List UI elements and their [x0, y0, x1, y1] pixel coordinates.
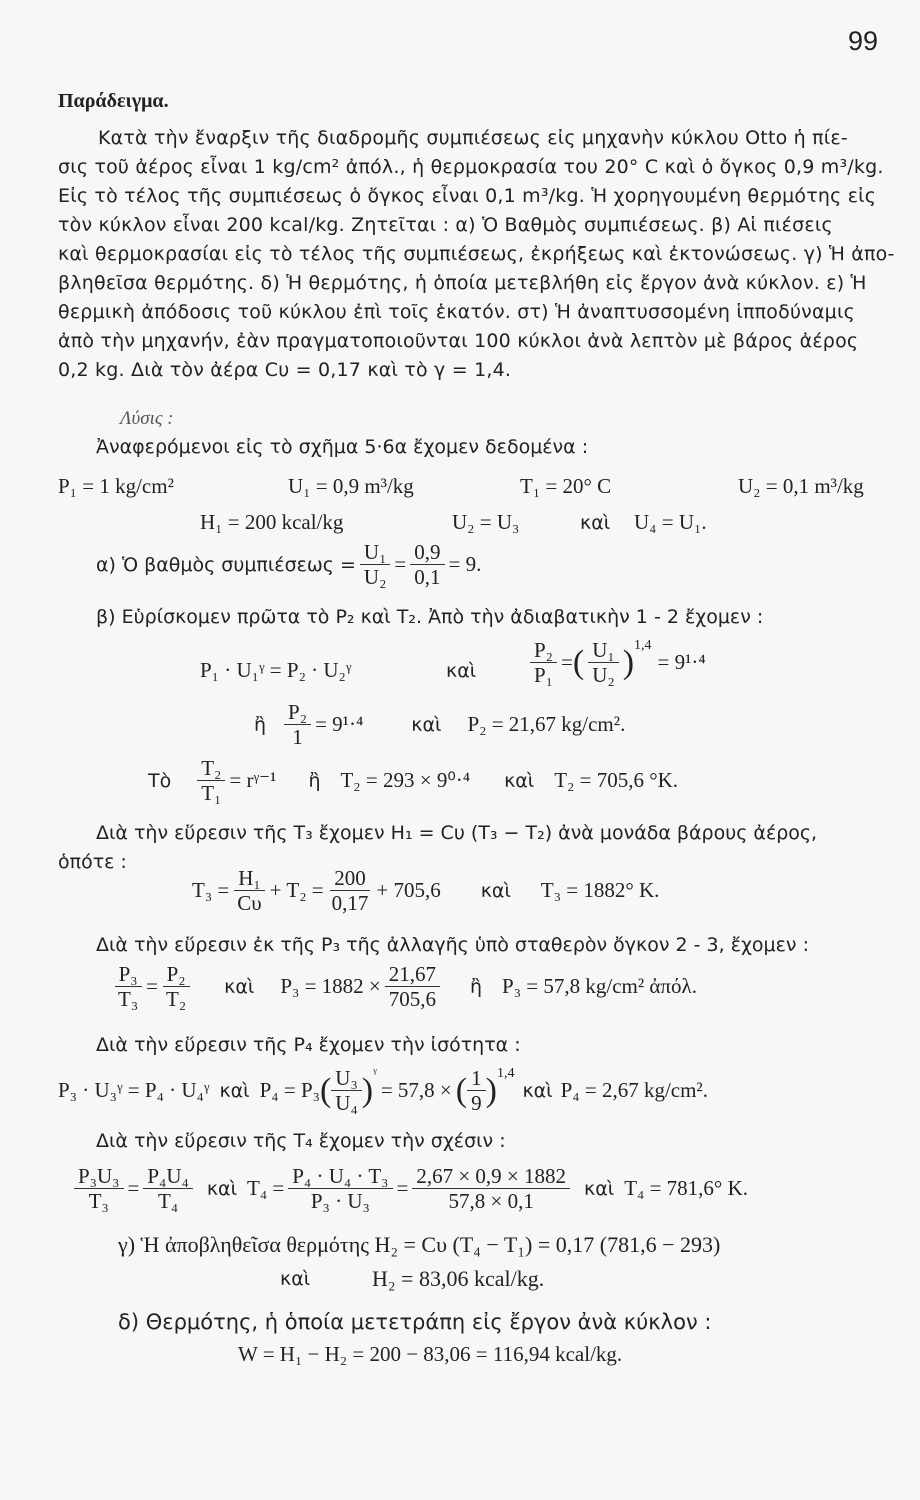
problem-line: Εἰς τὸ τέλος τῆς συμπιέσεως ὁ ὄγκος εἶναι 0,1 m³/kg. Ἡ χορηγουμένη θερμότης εἰς — [58, 185, 877, 207]
t3-value: T₃ = 1882° K. — [540, 878, 660, 902]
given-h1: H₁ = 200 kcal/kg — [200, 510, 344, 534]
to-text: Τὸ — [148, 769, 172, 792]
fraction-numerator: P₂ — [284, 700, 311, 725]
t3-lhs: T₃ = — [192, 878, 230, 902]
t3-equation — [192, 866, 659, 915]
exponent: ᵞ — [373, 1066, 377, 1081]
eta-text: ἢ — [308, 769, 321, 792]
t2-ratio-result: = rᵞ⁻¹ — [229, 768, 277, 792]
t4-intro-line: Διὰ τὴν εὕρεσιν τῆς T₄ ἔχομεν τὴν σχέσιν : — [96, 1130, 506, 1152]
fraction-numerator: U₁ — [588, 638, 619, 663]
fraction-denominator: U₂ — [592, 663, 615, 687]
page-number: 99 — [848, 26, 879, 56]
fraction-denominator: Cυ — [237, 891, 262, 915]
p4-value: P₄ = 2,67 kg/cm². — [560, 1078, 708, 1102]
fraction-denominator: P₁ — [534, 663, 554, 687]
fraction-denominator: T₁ — [201, 781, 222, 805]
fraction-denominator: 9 — [471, 1091, 482, 1115]
fraction-denominator: U₂ — [363, 565, 387, 589]
problem-line: σις τοῦ ἀέρος εἶναι 1 kg/cm² ἀπόλ., ἡ θερμοκρασία του 20° C καὶ ὁ ὄγκος 0,9 m³/kg. — [58, 156, 884, 178]
t4-value: T₄ = 781,6° K. — [624, 1176, 748, 1200]
p3-intro-line: Διὰ τὴν εὕρεσιν ἐκ τῆς P₃ τῆς ἀλλαγῆς ὑπὸ σταθερὸν ὄγκον 2 - 3, ἔχομεν : — [96, 934, 809, 956]
fraction-numerator: P₂ — [530, 638, 557, 663]
problem-line: θερμικὴ ἀπόδοσις τοῦ κύκλου ἐπὶ τοῖς ἑκατόν. στ) Ἡ ἀναπτυσσομένη ἱπποδύναμις — [58, 301, 855, 323]
t2-value: T₂ = 705,6 °K. — [554, 768, 679, 792]
problem-line: Κατὰ τὴν ἔναρξιν τῆς διαδρομῆς συμπιέσεως εἰς μηχανὴν κύκλου Otto ἡ πίε- — [98, 127, 848, 149]
fraction-numerator: T₂ — [197, 756, 225, 781]
kai-text: καὶ — [480, 879, 511, 902]
kai-text: καὶ — [446, 660, 477, 682]
problem-line: ἀπὸ τὴν μηχανήν, ἐὰν πραγματοποιοῦνται 100 κύκλοι ἀνὰ λεπτὸν μὲ βάρος ἀέρος — [58, 330, 859, 352]
kai-text: καὶ — [224, 975, 255, 998]
given-t1: T₁ = 20° C — [520, 474, 612, 498]
fraction-denominator: P₃ · U₃ — [310, 1189, 370, 1213]
fraction-numerator: 200 — [330, 866, 370, 891]
work-equation: W = H₁ − H₂ = 200 − 83,06 = 116,94 kcal/kg. — [238, 1342, 623, 1366]
section-heading: Παράδειγμα. — [58, 90, 169, 112]
p4-mid: P₄ = P₃ — [259, 1078, 320, 1102]
p4-intro-line: Διὰ τὴν εὕρεσιν τῆς P₄ ἔχομεν τὴν ἰσότητα : — [96, 1034, 521, 1056]
t3-mid: + T₂ = — [269, 878, 324, 902]
fraction-denominator: T₂ — [166, 987, 187, 1011]
compression-ratio-label: α) Ὁ βαθμὸς συμπιέσεως = — [96, 553, 356, 576]
solution-label: Λύσις : — [120, 408, 174, 429]
t2-equation — [148, 756, 678, 805]
fraction-denominator: 57,8 × 0,1 — [448, 1189, 534, 1213]
t3-add: + 705,6 — [376, 878, 441, 902]
exponent: 1,4 — [496, 1066, 515, 1081]
fraction-denominator: 0,17 — [331, 891, 369, 915]
fraction-numerator: U₁ — [360, 540, 391, 565]
fraction-denominator: T₄ — [158, 1189, 179, 1213]
p2-equation — [254, 700, 625, 749]
fraction-denominator: U₄ — [335, 1091, 358, 1115]
work-heat-line: δ) Θερμότης, ἡ ὁποία μετετράπη εἰς ἔργον ἀνὰ κύκλον : — [118, 1310, 712, 1334]
kai-text: καὶ — [504, 769, 535, 792]
kai-text: καὶ — [206, 1177, 237, 1200]
fraction-denominator: 0,1 — [414, 565, 441, 589]
adiabatic-equation: P₁ · U₁ᵞ = P₂ · U₂ᵞ — [200, 658, 352, 682]
t3-intro-line2: ὁπότε : — [58, 851, 127, 873]
eta-text: ἢ — [470, 975, 483, 998]
problem-line: βληθεῖσα θερμότης. δ) Ἡ θερμότης, ἡ ὁποία μετεβλήθη εἰς ἔργον ἀνὰ κύκλον. ε) Ἡ — [58, 272, 867, 294]
given-u2: U₂ = 0,1 m³/kg — [738, 474, 864, 498]
problem-line: 0,2 kg. Διὰ τὸν ἀέρα Cυ = 0,17 καὶ τὸ γ = 1,4. — [58, 359, 512, 381]
fraction-numerator: 1 — [467, 1066, 486, 1091]
p3-value: P₃ = 57,8 kg/cm² ἀπόλ. — [502, 974, 697, 998]
fraction-numerator: 21,67 — [385, 962, 440, 987]
kai-text: καὶ — [280, 1268, 311, 1290]
kai-text: καὶ — [219, 1079, 250, 1102]
pressure-ratio-eq: $\frac{\text{P₂}}{\text{P₁}}$ = ( $\frac{\text{U₁}}{\text{U₂}}$ ) $^{1,4}$ = 9¹·⁴ — [526, 638, 706, 687]
given-u4-u1: U₄ = U₁. — [634, 510, 707, 534]
fraction-denominator: T₃ — [88, 1189, 109, 1213]
p2-ratio-result: = 9¹·⁴ — [315, 712, 364, 736]
p2-value: P₂ = 21,67 kg/cm². — [467, 712, 626, 736]
fraction-numerator: U₃ — [331, 1066, 362, 1091]
t2-calc: T₂ = 293 × 9⁰·⁴ — [340, 768, 471, 792]
problem-statement — [58, 124, 895, 385]
fraction-numerator: P₄U₄ — [143, 1164, 193, 1189]
eta-text: ἢ — [254, 713, 267, 736]
fraction-numerator: P₃ — [115, 962, 142, 987]
compression-ratio-result: = 9. — [448, 552, 482, 576]
fraction-numerator: 2,67 × 0,9 × 1882 — [412, 1164, 570, 1189]
p3-lhs: P₃ = 1882 × — [280, 974, 381, 998]
t3-intro-line: Διὰ τὴν εὕρεσιν τῆς T₃ ἔχομεν H₁ = Cυ (T₃ − T₂) ἀνὰ μονάδα βάρους ἀέρος, — [96, 822, 818, 844]
fraction-numerator: P₂ — [163, 962, 190, 987]
t4-equation: $\frac{\text{P₃U₃}}{\text{T₃}}$ = $\frac{\text{P₄U₄}}{\text{T₄}}$ καὶ T₄ = $\frac{\text{P₄ · U₄ · T₃}}{\text{P₃ · U₃}}$ = $\frac{2,67 \times 0,9 \times 1882}{57,8 \times 0,1}$ καὶ T₄ = 781,6° K. — [70, 1164, 748, 1213]
exponent: 1,4 — [634, 638, 652, 653]
part-b-intro: β) Εὑρίσκομεν πρῶτα τὸ P₂ καὶ T₂. Ἀπὸ τὴν ἀδιαβατικὴν 1 - 2 ἔχομεν : — [96, 606, 764, 628]
p4-eq: = 57,8 × — [380, 1078, 452, 1102]
fraction-numerator: H₁ — [234, 866, 265, 891]
fraction-denominator: 705,6 — [388, 987, 436, 1011]
rejected-heat-value: H₂ = 83,06 kcal/kg. — [372, 1266, 545, 1291]
fraction-denominator: T₃ — [118, 987, 139, 1011]
pressure-ratio-result: = 9¹·⁴ — [657, 650, 706, 674]
p4-equation: P₃ · U₃ᵞ = P₄ · U₄ᵞ καὶ P₄ = P₃ ( $\frac{\text{U₃}}{\text{U₄}}$ ) $^ᵞ$ = 57,8 × ( $\frac{1}{9}$ ) $^{1,4}$ καὶ P₄ = 2,67 kg/cm². — [58, 1066, 708, 1115]
p3-equation: $\frac{\text{P₃}}{\text{T₃}}$ = $\frac{\text{P₂}}{\text{T₂}}$ καὶ P₃ = 1882 × $\frac{21,67}{705,6}$ ἢ P₃ = 57,8 kg/cm² ἀπόλ. — [110, 962, 697, 1011]
given-u1: U₁ = 0,9 m³/kg — [288, 474, 414, 498]
problem-line: καὶ θερμοκρασίαι εἰς τὸ τέλος τῆς συμπιέσεως, ἐκρήξεως καὶ ἐκτονώσεως. γ) Ἡ ἀπο- — [58, 243, 895, 265]
fraction-numerator: 0,9 — [410, 540, 444, 565]
given-p1: P₁ = 1 kg/cm² — [58, 474, 174, 498]
compression-ratio-eq: α) Ὁ βαθμὸς συμπιέσεως = $\frac{\text{U₁}}{\text{U₂}}$ = $\frac{0,9}{0,1}$ = 9. — [96, 540, 482, 589]
t4-lhs: T₄ = — [247, 1176, 285, 1200]
fraction-numerator: P₃U₃ — [74, 1164, 124, 1189]
kai-text: καὶ — [584, 1177, 615, 1200]
fraction-numerator: P₄ · U₄ · T₃ — [288, 1164, 392, 1189]
fraction-denominator: 1 — [292, 725, 303, 749]
p4-left: P₃ · U₃ᵞ = P₄ · U₄ᵞ — [58, 1078, 210, 1102]
rejected-heat-line: γ) Ἡ ἀποβληθεῖσα θερμότης H₂ = Cυ (T₄ − T₁) = 0,17 (781,6 − 293) — [118, 1232, 721, 1257]
given-kai: καὶ — [580, 512, 611, 534]
given-u2-u3: U₂ = U₃ — [452, 510, 520, 534]
problem-line: τὸν κύκλον εἶναι 200 kcal/kg. Ζητεῖται : α) Ὁ Βαθμὸς συμπιέσεως. β) Αἱ πιέσεις — [58, 214, 833, 236]
kai-text: καὶ — [522, 1079, 553, 1102]
kai-text: καὶ — [411, 713, 442, 736]
reference-line: Ἀναφερόμενοι εἰς τὸ σχῆμα 5·6α ἔχομεν δεδομένα : — [96, 436, 589, 458]
